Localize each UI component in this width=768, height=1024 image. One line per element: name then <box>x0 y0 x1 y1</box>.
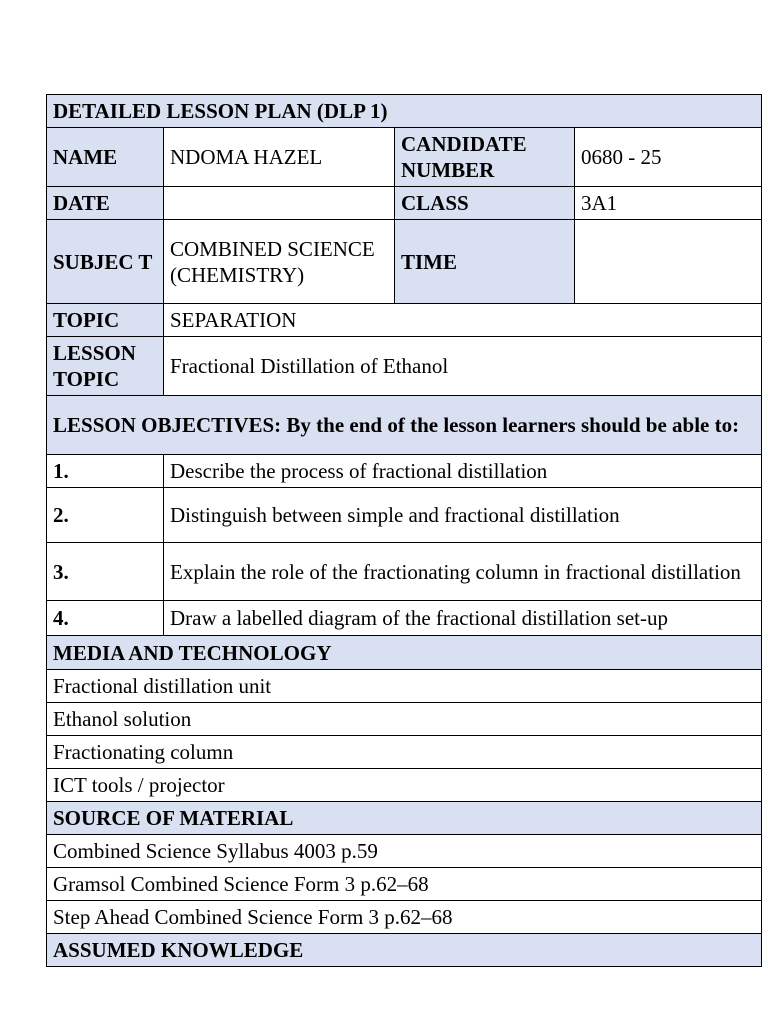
subject-value: COMBINED SCIENCE (CHEMISTRY) <box>164 220 395 304</box>
objective-text: Distinguish between simple and fractional distillation <box>164 488 762 543</box>
objective-number: 1. <box>47 455 164 488</box>
class-label: CLASS <box>395 187 575 220</box>
candidate-number-value: 0680 - 25 <box>575 128 762 187</box>
source-item: Gramsol Combined Science Form 3 p.62–68 <box>47 868 762 901</box>
objective-row <box>47 543 762 601</box>
objective-row <box>47 601 762 636</box>
lesson-topic-label: LESSON TOPIC <box>47 337 164 396</box>
subject-row <box>47 220 762 304</box>
media-item: Fractionating column <box>47 736 762 769</box>
topic-value: SEPARATION <box>164 304 762 337</box>
media-item: ICT tools / projector <box>47 769 762 802</box>
objective-number: 4. <box>47 601 164 636</box>
source-item: Step Ahead Combined Science Form 3 p.62–68 <box>47 901 762 934</box>
source-row <box>47 901 762 934</box>
media-row <box>47 769 762 802</box>
candidate-number-label: CANDIDATE NUMBER <box>395 128 575 187</box>
name-label: NAME <box>47 128 164 187</box>
objective-row <box>47 488 762 543</box>
subject-label: SUBJEC T <box>47 220 164 304</box>
media-item: Ethanol solution <box>47 703 762 736</box>
lesson-plan-table <box>46 94 762 967</box>
date-value <box>164 187 395 220</box>
sources-heading-row <box>47 802 762 835</box>
media-heading: MEDIA AND TECHNOLOGY <box>47 636 762 670</box>
assumed-knowledge-heading: ASSUMED KNOWLEDGE <box>47 934 762 967</box>
topic-label: TOPIC <box>47 304 164 337</box>
date-label: DATE <box>47 187 164 220</box>
objective-number: 3. <box>47 543 164 601</box>
lesson-topic-value: Fractional Distillation of Ethanol <box>164 337 762 396</box>
objective-row <box>47 455 762 488</box>
name-row <box>47 128 762 187</box>
media-heading-row <box>47 636 762 670</box>
lesson-topic-row <box>47 337 762 396</box>
source-row <box>47 868 762 901</box>
objective-text: Describe the process of fractional distillation <box>164 455 762 488</box>
media-row <box>47 736 762 769</box>
date-row <box>47 187 762 220</box>
media-row <box>47 703 762 736</box>
objective-text: Explain the role of the fractionating column in fractional distillation <box>164 543 762 601</box>
objectives-heading: LESSON OBJECTIVES: By the end of the lesson learners should be able to: <box>47 396 762 455</box>
objective-text: Draw a labelled diagram of the fractional distillation set-up <box>164 601 762 636</box>
document-title: DETAILED LESSON PLAN (DLP 1) <box>47 95 762 128</box>
media-item: Fractional distillation unit <box>47 670 762 703</box>
time-value <box>575 220 762 304</box>
sources-heading: SOURCE OF MATERIAL <box>47 802 762 835</box>
title-row <box>47 95 762 128</box>
objective-number: 2. <box>47 488 164 543</box>
source-item: Combined Science Syllabus 4003 p.59 <box>47 835 762 868</box>
topic-row <box>47 304 762 337</box>
objectives-heading-row <box>47 396 762 455</box>
media-row <box>47 670 762 703</box>
assumed-heading-row <box>47 934 762 967</box>
source-row <box>47 835 762 868</box>
time-label: TIME <box>395 220 575 304</box>
class-value: 3A1 <box>575 187 762 220</box>
name-value: NDOMA HAZEL <box>164 128 395 187</box>
